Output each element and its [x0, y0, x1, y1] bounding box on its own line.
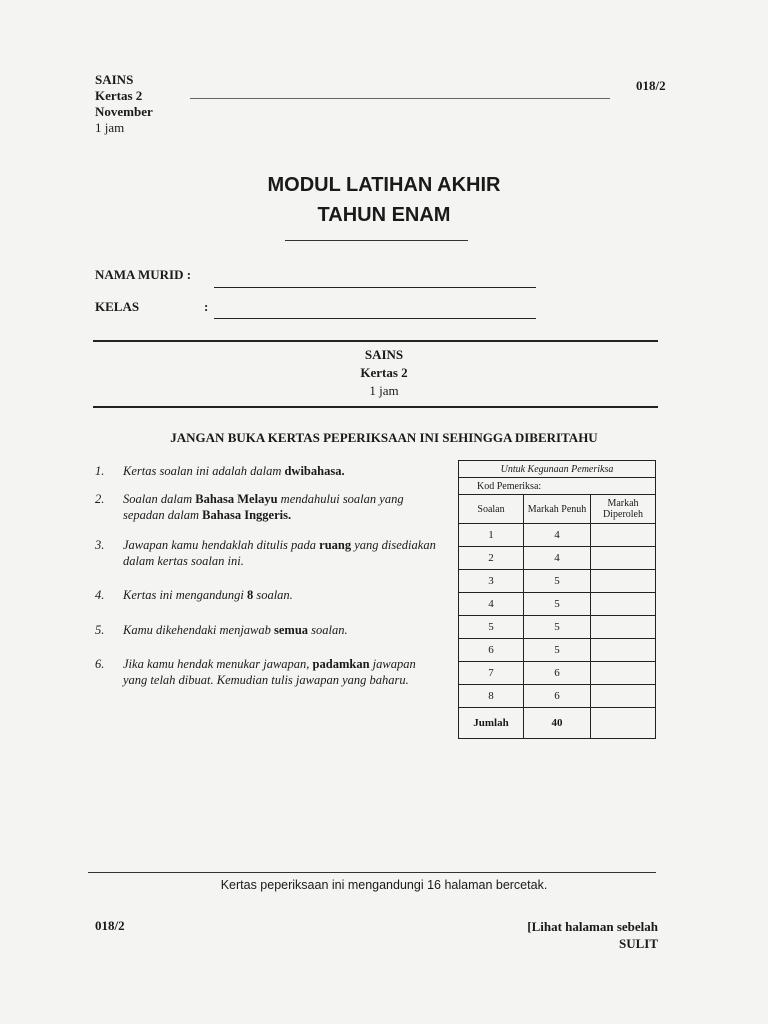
instruction-item: 2. Soalan dalam Bahasa Melayu mendahului soalan yang sepadan dalam Bahasa Inggeris. — [95, 492, 404, 522]
divider-bottom — [93, 406, 658, 408]
instruction-number: 4. — [95, 588, 105, 602]
marks-obtained-cell[interactable] — [591, 685, 656, 708]
instruction-number: 6. — [95, 657, 105, 671]
title-underline — [285, 240, 468, 241]
col-header-question: Soalan — [459, 495, 524, 524]
header-rule — [190, 98, 610, 99]
header-month: November — [95, 104, 153, 119]
table-row: 2 4 — [459, 547, 656, 570]
table-row: 4 5 — [459, 593, 656, 616]
instruction-number: 1. — [95, 464, 105, 478]
class-colon: : — [204, 299, 209, 314]
total-label: Jumlah — [459, 708, 524, 739]
middle-block — [0, 346, 768, 400]
middle-paper: Kertas 2 — [360, 365, 408, 380]
instruction-item: 4. Kertas ini mengandungi 8 soalan. — [95, 588, 293, 602]
table-row: 3 5 — [459, 570, 656, 593]
header-duration: 1 jam — [95, 120, 125, 135]
page-title — [0, 170, 768, 230]
page-count-note: Kertas peperiksaan ini mengandungi 16 halaman bercetak. — [220, 878, 548, 892]
table-row-total — [459, 708, 656, 739]
instruction-number: 5. — [95, 623, 105, 637]
table-row: 5 5 — [459, 616, 656, 639]
table-row: 1 4 — [459, 524, 656, 547]
marks-obtained-cell[interactable] — [591, 547, 656, 570]
marks-obtained-cell[interactable] — [591, 639, 656, 662]
class-label: KELAS — [95, 299, 140, 314]
instruction-item: 1. Kertas soalan ini adalah dalam dwibahasa. — [95, 464, 345, 478]
paper-code-top: 018/2 — [636, 78, 666, 93]
marks-obtained-cell[interactable] — [591, 662, 656, 685]
marks-obtained-cell[interactable] — [591, 570, 656, 593]
middle-subject: SAINS — [364, 347, 404, 362]
header-paper: Kertas 2 — [95, 88, 143, 103]
title-line-1: MODUL LATIHAN AKHIR — [267, 174, 501, 196]
header-subject: SAINS — [95, 72, 134, 87]
col-header-marks-obtained: Markah Diperoleh — [591, 495, 656, 524]
instruction-number: 2. — [95, 492, 105, 506]
instruction-number: 3. — [95, 538, 105, 552]
header-info — [95, 72, 153, 136]
class-field-line[interactable] — [214, 318, 536, 319]
footer-right — [440, 918, 658, 952]
marks-table-caption: Untuk Kegunaan Pemeriksa — [459, 461, 656, 478]
title-line-2: TAHUN ENAM — [317, 204, 451, 226]
marks-obtained-cell[interactable] — [591, 524, 656, 547]
instruction-item: 6. Jika kamu hendak menukar jawapan, padamkan jawapan yang telah dibuat. Kemudian tulis jawapan yang baharu. — [95, 657, 416, 687]
warning-text: JANGAN BUKA KERTAS PEPERIKSAAN INI SEHINGGA DIBERITAHU — [170, 430, 598, 445]
paper-code-bottom: 018/2 — [95, 918, 125, 933]
middle-duration: 1 jam — [369, 383, 399, 398]
footer-rule — [88, 872, 656, 873]
table-row: 8 6 — [459, 685, 656, 708]
next-page-note: [Lihat halaman sebelah — [527, 919, 658, 934]
table-row: 7 6 — [459, 662, 656, 685]
marks-table — [458, 460, 656, 739]
sulit-label: SULIT — [618, 936, 658, 951]
examiner-code-label: Kod Pemeriksa: — [459, 478, 656, 495]
total-value: 40 — [524, 708, 591, 739]
col-header-full-marks: Markah Penuh — [524, 495, 591, 524]
instruction-item: 3. Jawapan kamu hendaklah ditulis pada ruang yang disediakan dalam kertas soalan ini. — [95, 538, 436, 568]
name-label: NAMA MURID : — [95, 267, 192, 282]
name-field-line[interactable] — [214, 287, 536, 288]
total-obtained-cell[interactable] — [591, 708, 656, 739]
divider-top — [93, 340, 658, 342]
marks-obtained-cell[interactable] — [591, 593, 656, 616]
marks-obtained-cell[interactable] — [591, 616, 656, 639]
table-row: 6 5 — [459, 639, 656, 662]
instruction-item: 5. Kamu dikehendaki menjawab semua soalan. — [95, 623, 348, 637]
